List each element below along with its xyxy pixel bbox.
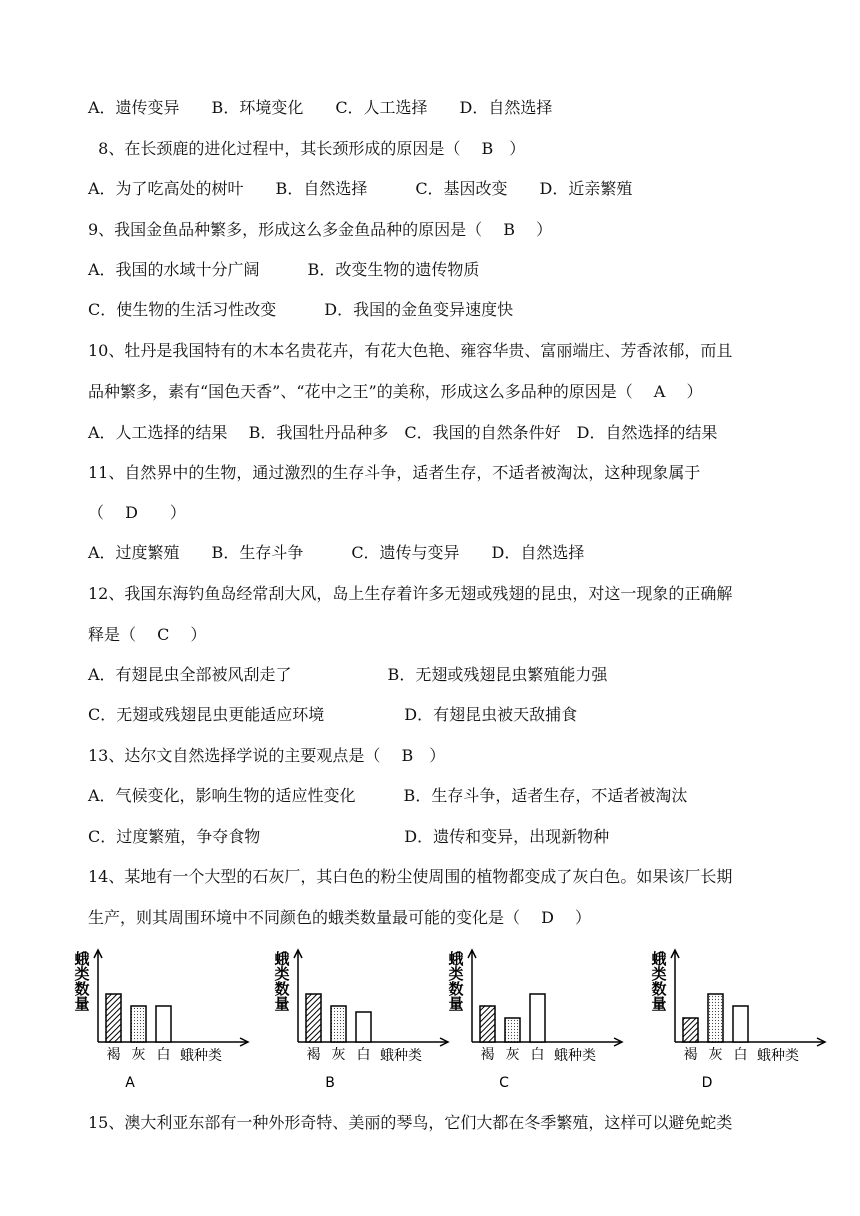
chart-c-y-label: 蛾类数量 (448, 950, 464, 1013)
chart-c (450, 944, 640, 1094)
chart-c-bar-3 (530, 994, 545, 1042)
chart-d-tick-2: 灰 (708, 1047, 723, 1063)
chart-b-tick-2: 灰 (331, 1047, 346, 1063)
chart-d-caption: D (701, 1075, 713, 1091)
chart-a-bar-3 (156, 1006, 171, 1042)
chart-b-bar-3 (356, 1012, 371, 1042)
chart-a-bar-1 (106, 994, 121, 1042)
q12-stem-1: 12、我国东海钓鱼岛经常刮大风，岛上生存着许多无翅或残翅的昆虫，对这一现象的正确解 (88, 584, 733, 603)
chart-c-bar-2 (505, 1018, 520, 1042)
chart-d (645, 944, 835, 1094)
chart-d-bar-2 (708, 994, 723, 1042)
chart-b (276, 944, 466, 1094)
chart-c-svg (450, 944, 640, 1094)
chart-b-x-label: 蛾种类 (380, 1048, 422, 1064)
q8-options: A．为了吃高处的树叶 B．自然选择 C．基因改变 D．近亲繁殖 (88, 179, 633, 198)
q11-options: A．过度繁殖 B．生存斗争 C．遗传与变异 D．自然选择 (88, 543, 585, 562)
chart-a-svg (76, 944, 266, 1094)
q12-stem-2: 释是（ C ） (88, 625, 207, 644)
chart-b-svg (276, 944, 466, 1094)
q13-options-cd: C．过度繁殖，争夺食物 D．遗传和变异，出现新物种 (88, 827, 610, 846)
q12-options-ab: A．有翅昆虫全部被风刮走了 B．无翅或残翅昆虫繁殖能力强 (88, 665, 608, 684)
chart-b-tick-1: 褐 (306, 1047, 321, 1063)
chart-b-tick-3: 白 (356, 1047, 371, 1063)
chart-a-x-label: 蛾种类 (180, 1048, 222, 1064)
q10-stem-2: 品种繁多，素有“国色天香”、“花中之王”的美称，形成这么多品种的原因是（ A ） (88, 382, 703, 401)
chart-a-tick-2: 灰 (131, 1047, 146, 1063)
chart-c-tick-3: 白 (530, 1047, 545, 1063)
chart-a-bar-2 (131, 1006, 146, 1042)
chart-b-bar-1 (306, 994, 321, 1042)
chart-c-tick-1: 褐 (480, 1047, 495, 1063)
q11-stem-1: 11、自然界中的生物，通过激烈的生存斗争，适者生存，不适者被淘汰，这种现象属于 (88, 463, 701, 482)
q9-options-cd: C．使生物的生活习性改变 D．我国的金鱼变异速度快 (88, 300, 514, 319)
chart-c-caption: C (499, 1075, 509, 1091)
chart-a-y-label: 蛾类数量 (74, 950, 90, 1013)
chart-b-caption: B (325, 1075, 335, 1091)
q13-stem: 13、达尔文自然选择学说的主要观点是（ B ） (88, 746, 446, 765)
chart-a-tick-3: 白 (156, 1047, 171, 1063)
chart-c-tick-2: 灰 (505, 1047, 520, 1063)
chart-d-tick-1: 褐 (683, 1047, 698, 1063)
chart-d-bar-3 (733, 1006, 748, 1042)
q14-stem-2: 生产，则其周围环境中不同颜色的蛾类数量最可能的变化是（ D ） (88, 908, 592, 927)
q10-stem-1: 10、牡丹是我国特有的木本名贵花卉，有花大色艳、雍容华贵、富丽端庄、芳香浓郁，而且 (88, 341, 733, 360)
chart-d-bar-1 (683, 1018, 698, 1042)
q9-options-ab: A．我国的水域十分广阔 B．改变生物的遗传物质 (88, 260, 480, 279)
chart-a (76, 944, 266, 1094)
chart-b-bar-2 (331, 1006, 346, 1042)
q13-options-ab: A．气候变化，影响生物的适应性变化 B．生存斗争，适者生存，不适者被淘汰 (88, 786, 688, 805)
q7-options: A．遗传变异 B．环境变化 C．人工选择 D．自然选择 (88, 98, 553, 117)
chart-c-x-label: 蛾种类 (554, 1048, 596, 1064)
q10-options: A．人工选择的结果 B．我国牡丹品种多 C．我国的自然条件好 D．自然选择的结果 (88, 423, 718, 442)
q12-options-cd: C．无翅或残翅昆虫更能适应环境 D．有翅昆虫被天敌捕食 (88, 705, 578, 724)
q14-stem-1: 14、某地有一个大型的石灰厂，其白色的粉尘使周围的植物都变成了灰白色。如果该厂长期 (88, 867, 733, 886)
chart-a-caption: A (125, 1075, 135, 1091)
q15-stem: 15、澳大利亚东部有一种外形奇特、美丽的琴鸟，它们大都在冬季繁殖，这样可以避免蛇类 (88, 1113, 733, 1132)
q11-stem-2: （ D ） (88, 503, 186, 522)
q8-stem: 8、在长颈鹿的进化过程中，其长颈形成的原因是（ B ） (88, 139, 526, 158)
chart-d-x-label: 蛾种类 (757, 1048, 799, 1064)
chart-a-tick-1: 褐 (106, 1047, 121, 1063)
chart-c-bar-1 (480, 1006, 495, 1042)
chart-b-y-label: 蛾类数量 (274, 950, 290, 1013)
chart-d-svg (645, 944, 835, 1094)
chart-d-y-label: 蛾类数量 (651, 950, 667, 1013)
chart-d-tick-3: 白 (733, 1047, 748, 1063)
q9-stem: 9、我国金鱼品种繁多，形成这么多金鱼品种的原因是（ B ） (88, 220, 553, 239)
